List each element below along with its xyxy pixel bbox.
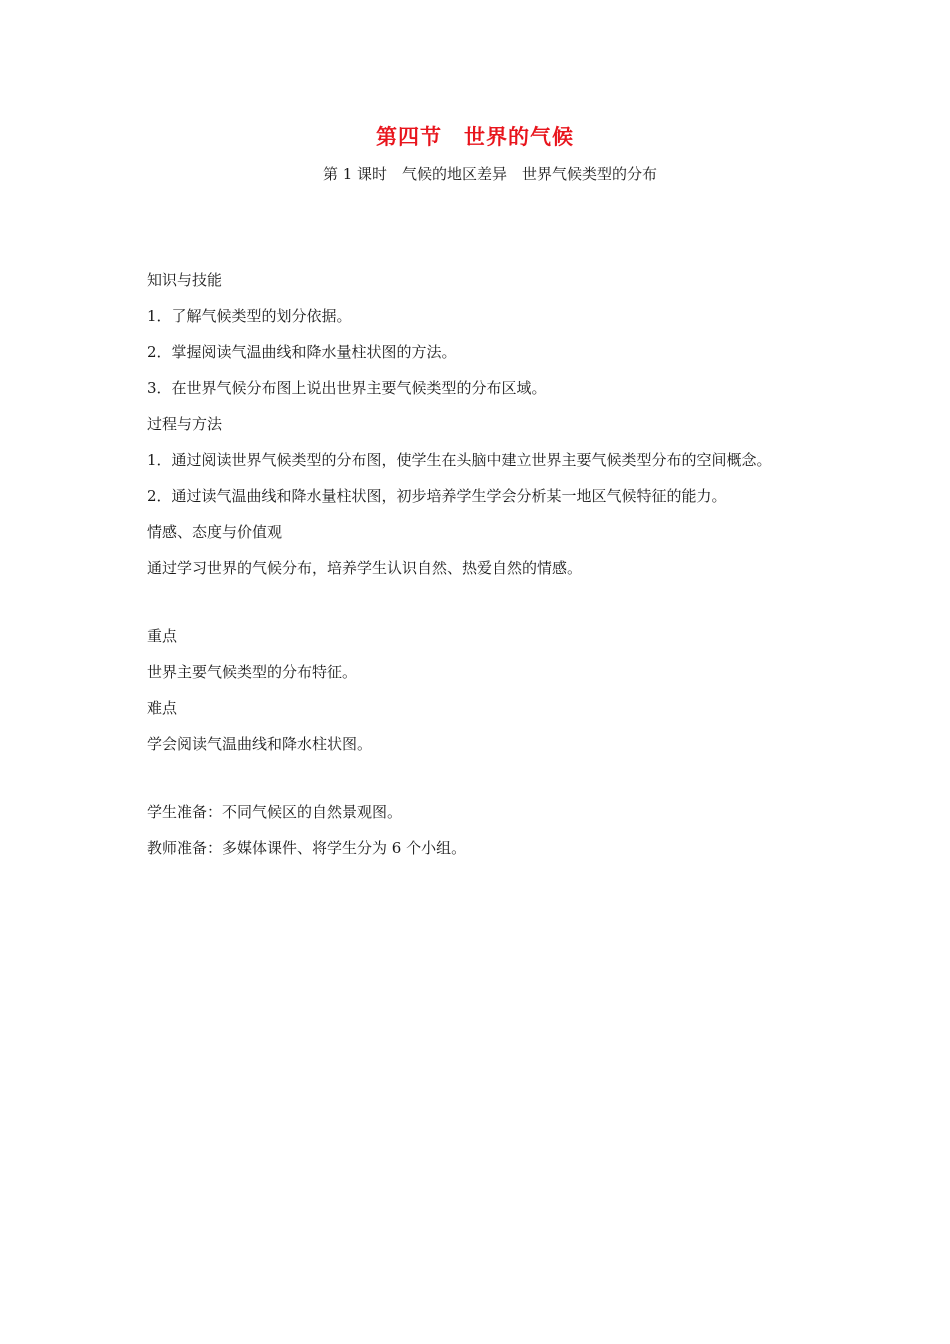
section-spacer (147, 762, 867, 794)
difficult-point-text: 学会阅读气温曲线和降水柱状图。 (147, 735, 373, 753)
difficult-point-heading: 难点 (147, 699, 178, 717)
knowledge-item: 3．在世界气候分布图上说出世界主要气候类型的分布区域。 (147, 379, 547, 397)
student-preparation: 学生准备：不同气候区的自然景观图。 (147, 803, 403, 821)
page-subtitle: 第 1 课时 气候的地区差异 世界气候类型的分布 (322, 165, 658, 183)
process-heading: 过程与方法 (147, 415, 223, 433)
process-item: 2．通过读气温曲线和降水量柱状图，初步培养学生学会分析某一地区气候特征的能力。 (147, 487, 727, 505)
key-point-heading: 重点 (147, 627, 178, 645)
knowledge-item: 1．了解气候类型的划分依据。 (147, 307, 352, 325)
emotion-heading: 情感、态度与价值观 (147, 523, 283, 541)
key-point-text: 世界主要气候类型的分布特征。 (147, 663, 358, 681)
process-item: 1．通过阅读世界气候类型的分布图，使学生在头脑中建立世界主要气候类型分布的空间概念。 (147, 451, 772, 469)
document-body (147, 262, 867, 866)
teacher-preparation: 教师准备：多媒体课件、将学生分为 6 个小组。 (147, 839, 467, 857)
knowledge-item: 2．掌握阅读气温曲线和降水量柱状图的方法。 (147, 343, 457, 361)
section-spacer (147, 586, 867, 618)
emotion-text: 通过学习世界的气候分布，培养学生认识自然、热爱自然的情感。 (147, 559, 583, 577)
page-title: 第四节 世界的气候 (376, 124, 574, 149)
knowledge-heading: 知识与技能 (147, 271, 223, 289)
